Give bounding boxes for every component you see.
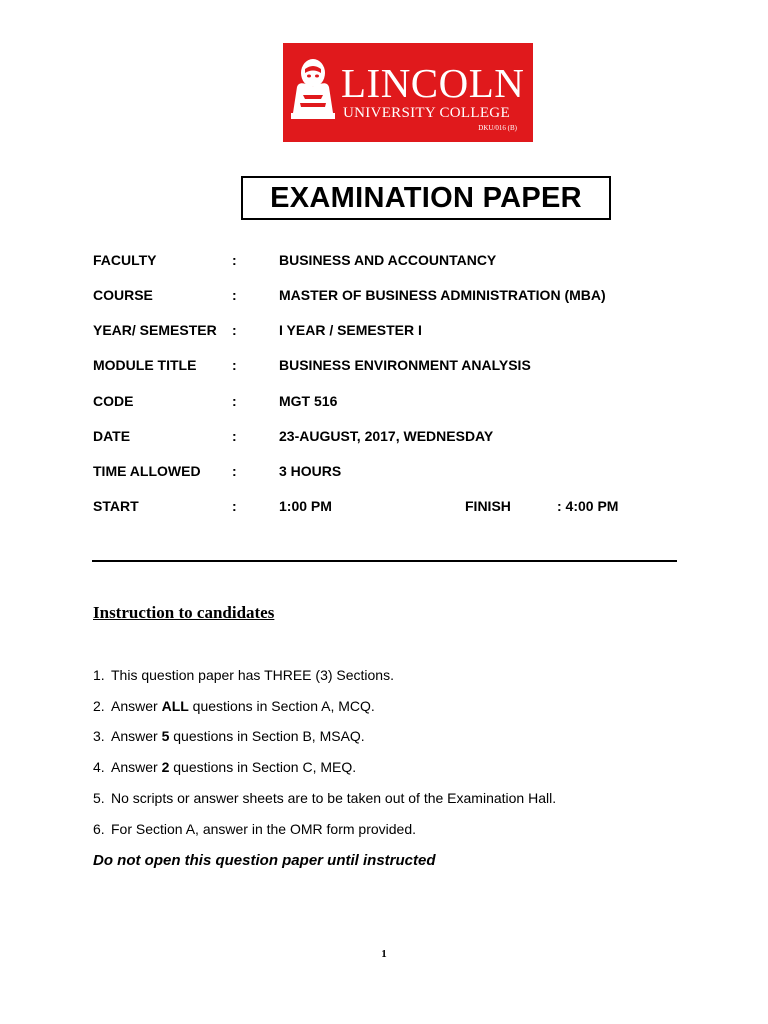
detail-value: BUSINESS ENVIRONMENT ANALYSIS [279,357,531,373]
title-box [241,176,611,220]
detail-value: 23-AUGUST, 2017, WEDNESDAY [279,428,494,444]
instruction-text-post: questions in Section C, MEQ. [169,759,357,775]
detail-row-date [0,426,768,446]
instruction-number: 6. [93,821,105,837]
detail-value: MGT 516 [279,393,338,409]
detail-separator: : [232,393,237,409]
instruction-bold-text: ALL [161,698,189,714]
detail-separator: : [232,252,237,268]
logo-name: LINCOLN [341,60,525,106]
instruction-text: Answer [111,698,162,714]
instruction-item [93,757,356,777]
instruction-item [93,788,556,808]
detail-value: BUSINESS AND ACCOUNTANCY [279,252,497,268]
detail-label: COURSE [93,287,153,303]
detail-separator: : [232,287,237,303]
instruction-text-post: questions in Section A, MCQ. [188,698,375,714]
finish-label: FINISH [465,498,511,514]
detail-label: YEAR/ SEMESTER [93,322,217,338]
instruction-text: For Section A, answer in the OMR form provided. [111,821,417,837]
logo-subtitle: UNIVERSITY COLLEGE [343,105,510,121]
detail-separator: : [232,322,237,338]
detail-value: 3 HOURS [279,463,342,479]
instruction-item [93,819,416,839]
instructions-heading: Instruction to candidates [93,603,275,622]
detail-row-time-allowed [0,461,768,481]
instruction-text: Answer [111,759,162,775]
finish-value: : 4:00 PM [557,498,619,514]
instruction-bold-text: 2 [161,759,170,775]
detail-separator: : [232,428,237,444]
detail-row-module-title [0,355,768,375]
detail-separator: : [232,463,237,479]
instruction-text: This question paper has THREE (3) Sections. [111,667,394,683]
detail-label: TIME ALLOWED [93,463,201,479]
detail-row-faculty [0,250,768,270]
divider-line [92,560,677,562]
detail-label: CODE [93,393,134,409]
instruction-item [93,665,394,685]
start-value: 1:00 PM [279,498,332,514]
detail-label: FACULTY [93,252,157,268]
instruction-number: 2. [93,698,105,714]
logo-registration: DKU/016 (B) [478,124,517,132]
detail-value: MASTER OF BUSINESS ADMINISTRATION (MBA) [279,287,606,303]
instruction-number: 3. [93,728,105,744]
detail-row-year-semester [0,320,768,340]
detail-separator: : [232,357,237,373]
detail-label: MODULE TITLE [93,357,197,373]
page-number: 1 [381,948,387,960]
detail-row-code [0,391,768,411]
page-title: EXAMINATION PAPER [270,181,582,214]
detail-row-start-finish [0,496,768,516]
university-logo [283,43,533,142]
instruction-bold-text: 5 [161,728,170,744]
instruction-item [93,696,375,716]
start-separator: : [232,498,237,514]
detail-value: I YEAR / SEMESTER I [279,322,422,338]
instruction-text: Answer [111,728,162,744]
detail-row-course [0,285,768,305]
instruction-item [93,726,365,746]
instruction-text: No scripts or answer sheets are to be taken out of the Examination Hall. [111,790,557,806]
instruction-number: 4. [93,759,105,775]
start-label: START [93,498,139,514]
instruction-number: 1. [93,667,105,683]
detail-label: DATE [93,428,131,444]
do-not-open-warning: Do not open this question paper until instructed [93,852,436,869]
instruction-number: 5. [93,790,105,806]
instruction-text-post: questions in Section B, MSAQ. [169,728,365,744]
